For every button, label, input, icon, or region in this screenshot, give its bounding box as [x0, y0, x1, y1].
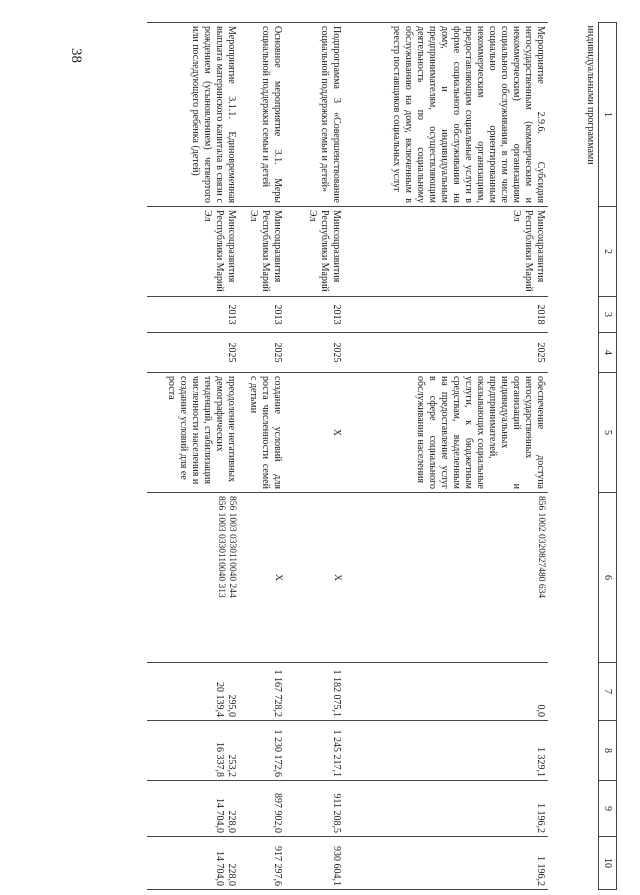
- column-header: 1: [599, 23, 617, 207]
- table-row: [239, 23, 285, 890]
- continuation-row: [548, 23, 599, 890]
- budget-code: Х: [332, 574, 342, 581]
- value: 14 704,0: [214, 851, 225, 886]
- expected-result-cell: обеспечение доступа негосударственных организаций и индивидуальных предпринимателей, оказывающих социальные услуги, к бюджетным средствам, выделенным на предоставление услуг в сфере социального обслуживания населения: [344, 373, 548, 493]
- start-year-cell: 2013: [147, 297, 239, 333]
- executor-cell: Минсоцразвития Республики Марий Эл: [147, 207, 239, 297]
- end-year-cell: 2025: [147, 333, 239, 373]
- executor-cell: Минсоцразвития Республики Марий Эл: [344, 207, 548, 297]
- value-cell-col9: [147, 781, 239, 837]
- table-row: [285, 23, 344, 890]
- value-cell-col10: [344, 837, 548, 890]
- value-cell-col9: [285, 781, 344, 837]
- column-header: 6: [599, 493, 617, 663]
- value: 0,0: [535, 704, 546, 717]
- budget-code-cell: [239, 493, 285, 663]
- value: 20 139,4: [214, 682, 225, 717]
- executor-cell: Минсоцразвития Республики Марий Эл: [285, 207, 344, 297]
- value: 253,2: [226, 754, 237, 777]
- value-cell-col8: [344, 721, 548, 781]
- expected-result-cell: создание условий для роста численности семей с детьми: [239, 373, 285, 493]
- budget-table: [147, 22, 617, 890]
- value-cell-col8: [147, 721, 239, 781]
- start-year-cell: 2013: [239, 297, 285, 333]
- value: 228,0: [226, 863, 237, 886]
- value: 14 704,0: [214, 798, 225, 833]
- budget-code-cell: [344, 493, 548, 663]
- value: 1 196,2: [535, 856, 546, 886]
- value-cell-col7: [344, 663, 548, 721]
- value-cell-col8: [239, 721, 285, 781]
- value-cell-col9: [239, 781, 285, 837]
- value-cell-col8: [285, 721, 344, 781]
- column-header: 4: [599, 333, 617, 373]
- table-row: [147, 23, 239, 890]
- end-year-cell: 2025: [239, 333, 285, 373]
- value: 1 230 172,6: [272, 729, 283, 777]
- value: 1 196,2: [535, 803, 546, 833]
- value: 1 245 217,1: [331, 729, 342, 777]
- value: 1 167 728,2: [272, 669, 283, 717]
- end-year-cell: 2025: [285, 333, 344, 373]
- value: 897 902,0: [272, 793, 283, 833]
- value-cell-col7: [239, 663, 285, 721]
- column-number-row: [599, 23, 617, 890]
- expected-result-cell: Х: [285, 373, 344, 493]
- budget-code: 856 1003 0330110040 244: [227, 496, 237, 598]
- value: 1 182 075,1: [331, 669, 342, 717]
- continuation-text: индивидуальными программами: [585, 25, 596, 165]
- value-cell-col9: [344, 781, 548, 837]
- start-year-cell: 2018: [344, 297, 548, 333]
- program-item-name: Мероприятие 2.9.6. Субсидия негосударственным (коммерческим и некоммерческим) организациям социального обслуживания, в том числе социально ориентированным некоммерческим организациям, предоставляющим социальные услуги в форме социального обслуживания на дому, и индивидуальным предпринимателям, осуществляющим деятельность по социальному обслуживанию на дому, включенным в реестр поставщиков социальных услуг: [344, 23, 548, 207]
- value: 1 329,1: [535, 747, 546, 777]
- value-cell-col7: [147, 663, 239, 721]
- budget-code-cell: [285, 493, 344, 663]
- value: 930 604,1: [331, 846, 342, 886]
- table-row: [344, 23, 548, 890]
- column-header: 9: [599, 781, 617, 837]
- column-header: 8: [599, 721, 617, 781]
- budget-code-cell: [147, 493, 239, 663]
- column-header: 10: [599, 837, 617, 890]
- end-year-cell: 2025: [344, 333, 548, 373]
- column-header: 2: [599, 207, 617, 297]
- column-header: 3: [599, 297, 617, 333]
- value: 295,0: [226, 694, 237, 717]
- start-year-cell: 2013: [285, 297, 344, 333]
- value-cell-col10: [147, 837, 239, 890]
- expected-result-cell: преодоление негативных демографических тенденций, стабилизация численности населения и создание условий для ее роста: [147, 373, 239, 493]
- rotated-table-container: [122, 22, 617, 889]
- budget-code: Х: [273, 574, 283, 581]
- column-header: 5: [599, 373, 617, 493]
- value: 917 297,6: [272, 846, 283, 886]
- program-item-name: Основное мероприятие 3.1. Меры социальной поддержки семьи и детей: [239, 23, 285, 207]
- budget-code: 856 1002 0320827480 634: [536, 496, 546, 599]
- value-cell-col10: [285, 837, 344, 890]
- value: 228,0: [226, 810, 237, 833]
- value-cell-col7: [285, 663, 344, 721]
- value: 911 208,5: [331, 793, 342, 833]
- column-header: 7: [599, 663, 617, 721]
- executor-cell: Минсоцразвития Республики Марий Эл: [239, 207, 285, 297]
- value-cell-col10: [239, 837, 285, 890]
- value: 16 337,8: [214, 742, 225, 777]
- page-number: 38: [68, 48, 84, 63]
- program-item-name: Подпрограмма 3 «Совершенствование социальной поддержки семьи и детей»: [285, 23, 344, 207]
- budget-code: 856 1003 0330110040 313: [215, 496, 226, 598]
- program-item-name: Мероприятие 3.1.1. Единовременная выплата материнского капитала в связи с рождением (усыновлением) четвертого или последующего ребенка (детей): [147, 23, 239, 207]
